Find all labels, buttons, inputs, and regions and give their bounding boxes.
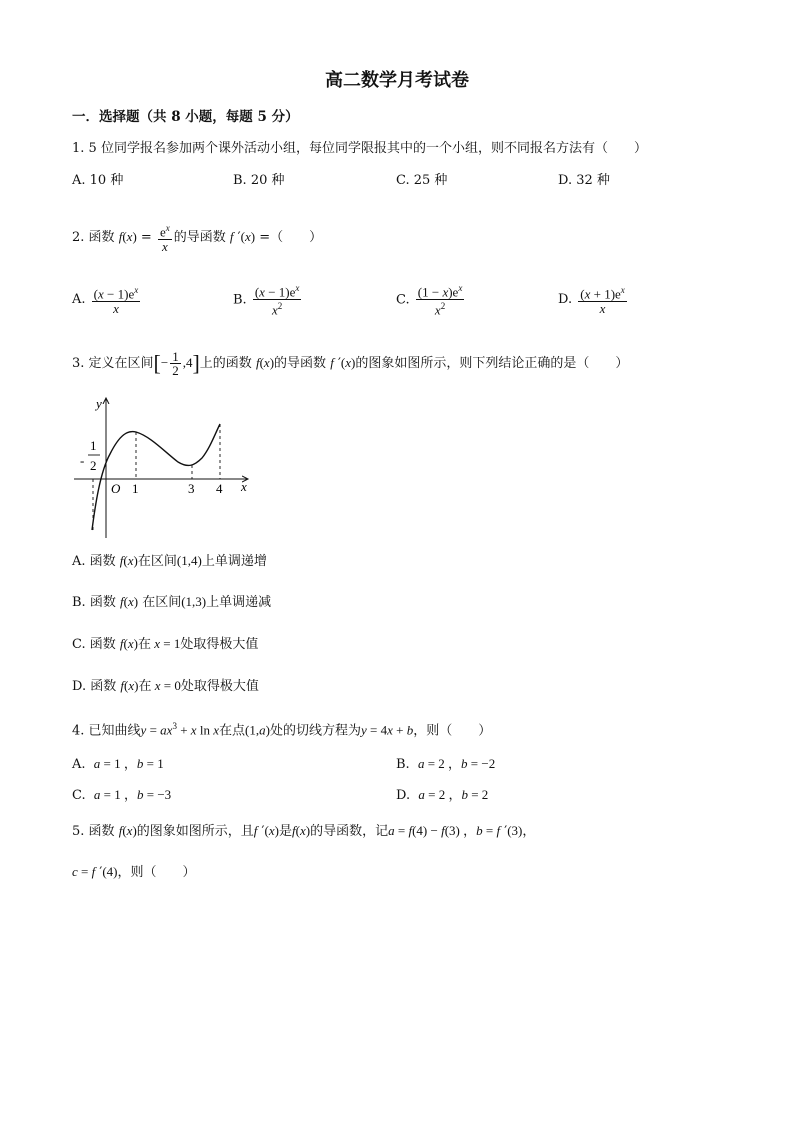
q3-mid1: 上的函数 xyxy=(199,356,252,371)
q4-option-d: D. a = 2 ，b = 2 xyxy=(396,787,489,803)
q2-mid: 的导函数 xyxy=(173,230,226,246)
q2-option-d: D. $\frac{(x + 1)e^x}{x}$ xyxy=(558,284,625,317)
question-2-stem: 2. 函数 f(x) = $\frac{e^x}{x}$ 的导函数 f ′(x) =（ ） xyxy=(72,223,323,255)
q3-end: 的图象如图所示，则下列结论正确的是（ ） xyxy=(355,356,629,371)
q3-option-d: D. 函数 f(x)在 x = 0处取得极大值 xyxy=(72,678,259,694)
q2-option-c-label: C. xyxy=(396,292,410,308)
tick-1: 1 xyxy=(132,481,139,496)
q2-option-b-label: B. xyxy=(233,292,247,308)
q2-option-a: A. $\frac{(x - 1)e^x}{x}$ xyxy=(72,284,139,317)
q3-option-b: B. 函数 f(x) 在区间(1,3)上单调递减 xyxy=(72,594,272,610)
tick-4: 4 xyxy=(216,481,223,496)
neg-half-num: 1 xyxy=(90,438,97,453)
y-label: y xyxy=(96,396,102,411)
curve xyxy=(92,424,220,530)
q1-option-d: D. 32 种 xyxy=(558,173,610,188)
q1-option-b: B. 20 种 xyxy=(233,173,285,188)
section-heading: 一．选择题（共 8 小题，每题 5 分） xyxy=(72,109,299,125)
q2-option-d-label: D. xyxy=(558,292,573,307)
q2-option-c: C. $\frac{(1 - x)e^x}{x^2}$ xyxy=(396,283,463,318)
derivative-graph xyxy=(70,392,260,542)
q2-label: 2. 函数 xyxy=(72,230,115,246)
q3-mid2: 的导函数 xyxy=(274,356,327,371)
x-label: x xyxy=(241,479,247,494)
tick-3: 3 xyxy=(188,481,195,496)
q2-end: （ ） xyxy=(270,230,323,246)
question-4-stem: 4. 已知曲线$y = ax^3 + x$ ln x在点(1,a)处的切线方程为y = 4x + b，则（ ） xyxy=(72,721,492,739)
q1-option-a: A. 10 种 xyxy=(72,173,124,188)
q3-option-c: C. 函数 f(x)在 x = 1处取得极大值 xyxy=(72,636,259,652)
q2-option-b: B. $\frac{(x - 1)e^x}{x^2}$ xyxy=(233,283,300,318)
q3-label: 3. 定义在区间 xyxy=(72,356,154,371)
question-5-stem-line2: c = f ′(4)，则（ ） xyxy=(72,864,196,880)
q1-option-c: C. 25 种 xyxy=(396,173,448,188)
neg-sign: - xyxy=(80,453,85,468)
q3-option-a: A. 函数 f(x)在区间(1,4)上单调递增 xyxy=(72,553,267,569)
q2-fraction: $\frac{e^x}{x}$ xyxy=(159,223,170,255)
q4-option-a: A. a = 1 ，b = 1 xyxy=(72,756,164,772)
q4-option-b: B. a = 2 ，b = −2 xyxy=(396,756,496,772)
question-1-stem: 1. 5 位同学报名参加两个课外活动小组，每位同学限报其中的一个小组，则不同报名方法有（ ） xyxy=(72,141,647,156)
q4-option-c: C. a = 1 ，b = −3 xyxy=(72,787,172,803)
question-3-stem: 3. 定义在区间[− $\frac{1}{2}$ ,4]上的函数 f(x)的导函数 f ′(x)的图象如图所示，则下列结论正确的是（ ） xyxy=(72,349,629,378)
q2-option-a-label: A. xyxy=(72,292,86,307)
page-title: 高二数学月考试卷 xyxy=(325,70,469,91)
origin-label: O xyxy=(111,481,121,496)
neg-half-den: 2 xyxy=(90,458,97,473)
question-5-stem: 5. 函数 f(x)的图象如图所示，且f ′(x)是f(x)的导函数，记a = f(4) − f(3) ，b = f ′(3)， xyxy=(72,823,536,839)
